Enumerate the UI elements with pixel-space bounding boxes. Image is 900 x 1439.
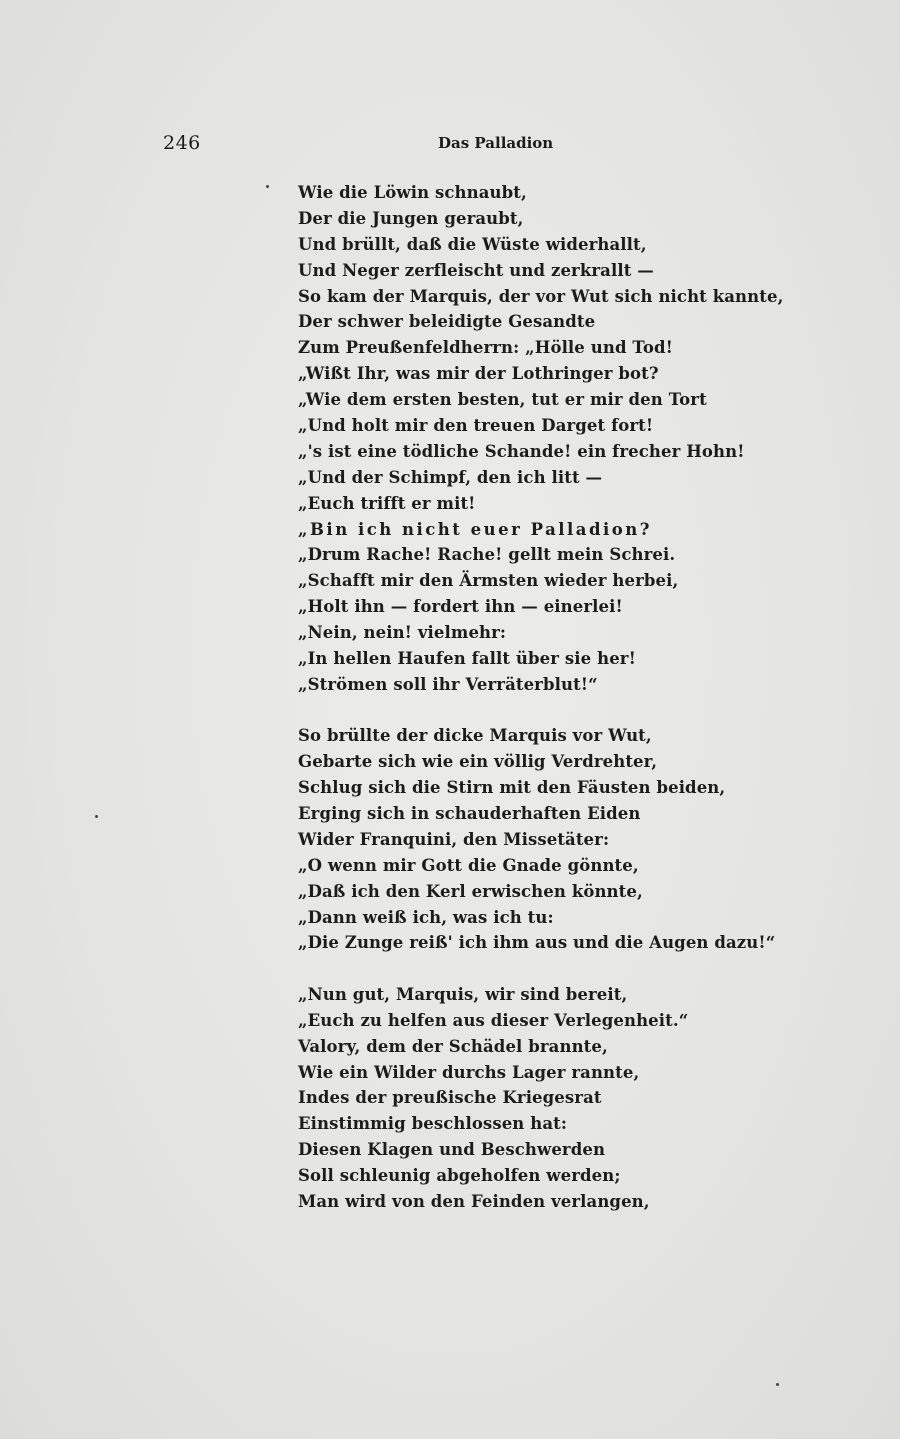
verse-line: „Euch zu helfen aus dieser Verlegenheit.“ [298,1010,689,1030]
verse-line: Wie die Löwin schnaubt, [298,183,527,202]
verse-line: „Die Zunge reiß' ich ihm aus und die Augen dazu!“ [298,933,776,953]
verse-line: „Wie dem ersten besten, tut er mir den Tort [298,390,707,410]
verse-line: Diesen Klagen und Beschwerden [298,1140,606,1160]
verse-line: Erging sich in schauderhaften Eiden [298,803,641,823]
verse-line: Indes der preußische Kriegesrat [298,1088,602,1108]
verse-line: Einstimmig beschlossen hat: [298,1114,568,1134]
verse-line: „Wißt Ihr, was mir der Lothringer bot? [298,364,659,384]
verse-line: Und Neger zerfleischt und zerkrallt — [298,260,654,280]
verse-line: Zum Preußenfeldherrn: „Hölle und Tod! [298,338,673,358]
stanza-1 [298,180,784,698]
verse-line: Der die Jungen geraubt, [298,208,524,228]
verse-line: „Daß ich den Kerl erwischen könnte, [298,881,643,901]
page-header [0,132,900,156]
verse-line: So kam der Marquis, der vor Wut sich nicht kannte, [298,286,784,306]
print-speck [266,185,269,188]
verse-line: Schlug sich die Stirn mit den Fäusten beiden, [298,778,726,798]
verse-line: Wie ein Wilder durchs Lager rannte, [298,1062,640,1082]
page-number: 246 [163,132,201,154]
verse-line: „Drum Rache! Rache! gellt mein Schrei. [298,545,676,565]
running-head: Das Palladion [438,134,554,152]
verse-line: Der schwer beleidigte Gesandte [298,312,596,332]
verse-line: „Und holt mir den treuen Darget fort! [298,416,654,436]
verse-line: „Dann weiß ich, was ich tu: [298,907,554,927]
verse-line: „Schafft mir den Ärmsten wieder herbei, [298,571,679,591]
verse-line: Gebarte sich wie ein völlig Verdrehter, [298,752,658,772]
print-speck [776,1383,779,1386]
stanza-3 [298,982,778,1215]
verse-line: Valory, dem der Schädel brannte, [298,1036,608,1056]
verse-line: Wider Franquini, den Missetäter: [298,829,610,849]
verse-line-emphasized: „Bin ich nicht euer Palladion? [298,519,652,539]
verse-line: Man wird von den Feinden verlangen, [298,1191,650,1211]
verse-line: „Holt ihn — fordert ihn — einerlei! [298,597,623,617]
verse-line: „In hellen Haufen fallt über sie her! [298,649,636,669]
verse-line: „Nun gut, Marquis, wir sind bereit, [298,984,628,1004]
verse-line: „Nein, nein! vielmehr: [298,623,507,643]
poem-body [298,180,784,1215]
verse-line: „Strömen soll ihr Verräterblut!“ [298,674,598,694]
verse-line: „'s ist eine tödliche Schande! ein frecher Hohn! [298,441,745,461]
verse-line: So brüllte der dicke Marquis vor Wut, [298,726,652,746]
stanza-2 [298,723,778,956]
verse-line: „Und der Schimpf, den ich litt — [298,467,603,487]
verse-line: „Euch trifft er mit! [298,493,476,513]
verse-line: „O wenn mir Gott die Gnade gönnte, [298,855,639,875]
verse-line: Und brüllt, daß die Wüste widerhallt, [298,234,647,254]
print-speck [95,815,98,818]
verse-line: Soll schleunig abgeholfen werden; [298,1166,621,1186]
